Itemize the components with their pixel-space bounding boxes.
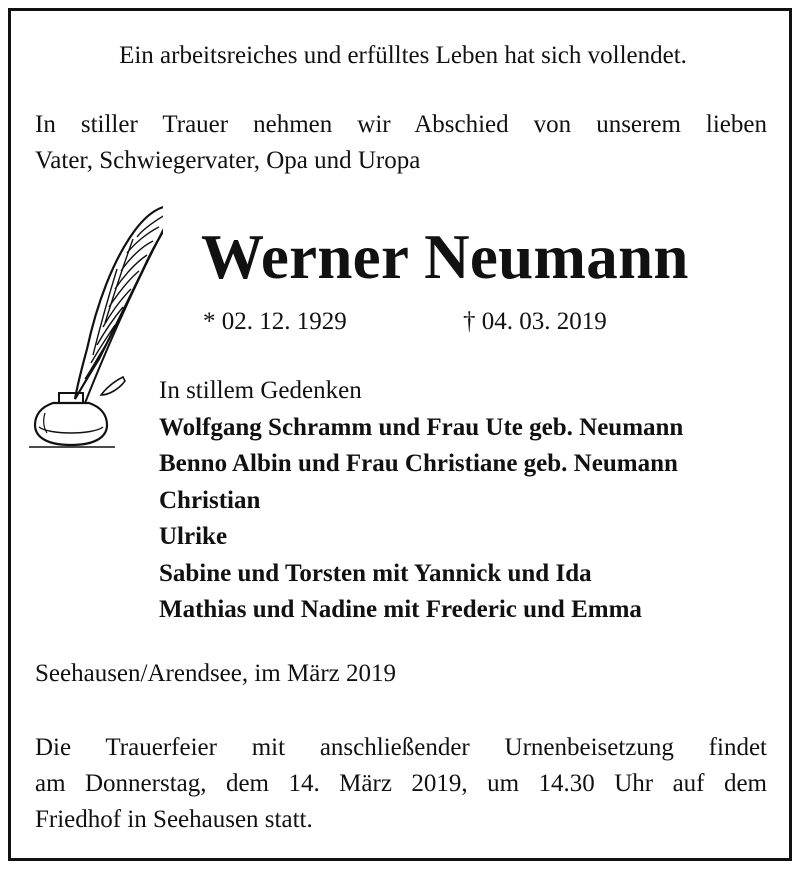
birth-date: * 02. 12. 1929 (203, 308, 347, 335)
service-line: Die Trauerfeier mit anschließender Urnenbeisetzung findet (35, 734, 767, 761)
mourner-entry: Christian (159, 486, 261, 514)
lead-sentence: Ein arbeitsreiches und erfülltes Leben hat sich vollendet. (119, 42, 687, 69)
mourner-entry: Benno Albin und Frau Christiane geb. Neumann (159, 450, 678, 477)
intro-paragraph (35, 107, 767, 179)
mourner-entry: Wolfgang Schramm und Frau Ute geb. Neumann (159, 413, 684, 441)
mourners-heading: In stillem Gedenken (159, 377, 362, 404)
service-line: Friedhof in Seehausen statt. (35, 806, 313, 833)
intro-line: In stiller Trauer nehmen wir Abschied von unserem lieben (35, 111, 767, 138)
notice-frame (8, 8, 792, 861)
quill-inkwell-icon (23, 197, 163, 457)
mourners-list (159, 373, 683, 629)
service-paragraph (35, 730, 767, 838)
deceased-name: Werner Neumann (201, 222, 689, 292)
service-line: am Donnerstag, dem 14. März 2019, um 14.30 Uhr auf dem (35, 770, 767, 797)
mourner-entry: Sabine und Torsten mit Yannick und Ida (159, 559, 592, 587)
death-date: † 04. 03. 2019 (463, 308, 607, 335)
place-and-date: Seehausen/Arendsee, im März 2019 (35, 660, 396, 687)
mourner-entry: Mathias und Nadine mit Frederic und Emma (159, 596, 642, 623)
mourner-entry: Ulrike (159, 523, 228, 550)
intro-line: Vater, Schwiegervater, Opa und Uropa (35, 147, 421, 174)
